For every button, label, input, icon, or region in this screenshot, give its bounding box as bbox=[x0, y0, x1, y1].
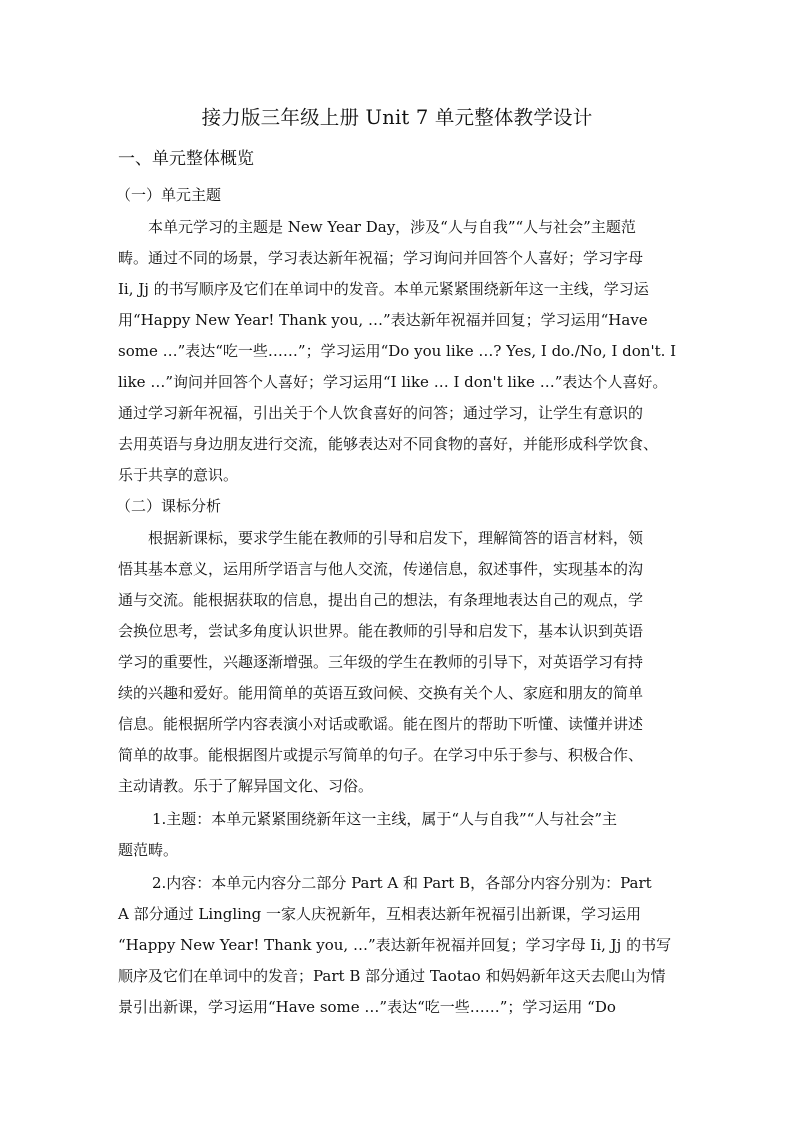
paragraph-line: A 部分通过 Lingling 一家人庆祝新年，互相表达新年祝福引出新课，学习运用 bbox=[118, 905, 642, 923]
paragraph-line: 顺序及它们在单词中的发音；Part B 部分通过 Taotao 和妈妈新年这天去爬山为情 bbox=[118, 967, 666, 985]
point-theme-paragraph bbox=[118, 804, 678, 866]
paragraph-line: 悟其基本意义，运用所学语言与他人交流，传递信息，叙述事件，实现基本的沟 bbox=[118, 560, 644, 578]
paragraph-line: 主动请教。乐于了解异国文化、习俗。 bbox=[118, 777, 374, 795]
paragraph-line: 学习的重要性，兴趣逐渐增强。三年级的学生在教师的引导下，对英语学习有持 bbox=[118, 653, 644, 671]
paragraph-line: 去用英语与身边朋友进行交流，能够表达对不同食物的喜好，并能形成科学饮食、 bbox=[118, 435, 659, 453]
paragraph-line: 题范畴。 bbox=[118, 841, 179, 859]
paragraph-line: like …”询问并回答个人喜好；学习运用“I like … I don't like …”表达个人喜好。 bbox=[118, 373, 668, 391]
paragraph-line: some …”表达“吃一些……”；学习运用“Do you like …? Yes, I do./No, I don't. I bbox=[118, 342, 677, 360]
curriculum-paragraph bbox=[118, 523, 678, 802]
theme-paragraph bbox=[118, 212, 678, 491]
paragraph-line: “Happy New Year! Thank you, …”表达新年祝福并回复；学习字母 Ii, Jj 的书写 bbox=[118, 936, 672, 954]
paragraph-line: 本单元学习的主题是 New Year Day，涉及“人与自我”“人与社会”主题范 bbox=[148, 218, 636, 236]
paragraph-line: 通过学习新年祝福，引出关于个人饮食喜好的问答；通过学习，让学生有意识的 bbox=[118, 404, 644, 422]
section-heading-overview: 一、单元整体概览 bbox=[118, 149, 254, 169]
paragraph-line: 景引出新课，学习运用“Have some …”表达“吃一些……”；学习运用 “Do bbox=[118, 998, 616, 1016]
subsection-heading-theme: （一）单元主题 bbox=[116, 186, 222, 204]
paragraph-line: 信息。能根据所学内容表演小对话或歌谣。能在图片的帮助下听懂、读懂并讲述 bbox=[118, 715, 644, 733]
paragraph-line: 续的兴趣和爱好。能用简单的英语互致问候、交换有关个人、家庭和朋友的简单 bbox=[118, 684, 644, 702]
paragraph-line: 通与交流。能根据获取的信息，提出自己的想法，有条理地表达自己的观点，学 bbox=[118, 591, 644, 609]
paragraph-line: 2.内容：本单元内容分二部分 Part A 和 Part B，各部分内容分别为：Part bbox=[152, 874, 652, 892]
paragraph-line: 会换位思考，尝试多角度认识世界。能在教师的引导和启发下，基本认识到英语 bbox=[118, 622, 644, 640]
paragraph-line: 根据新课标，要求学生能在教师的引导和启发下，理解简答的语言材料，领 bbox=[148, 529, 644, 547]
paragraph-line: 简单的故事。能根据图片或提示写简单的句子。在学习中乐于参与、积极合作、 bbox=[118, 746, 644, 764]
paragraph-line: Ii, Jj 的书写顺序及它们在单词中的发音。本单元紧紧围绕新年这一主线，学习运 bbox=[118, 280, 649, 298]
paragraph-line: 1.主题：本单元紧紧围绕新年这一主线，属于“人与自我”“人与社会”主 bbox=[152, 810, 617, 828]
paragraph-line: 用“Happy New Year! Thank you, …”表达新年祝福并回复；学习运用“Have bbox=[118, 311, 648, 329]
paragraph-line: 乐于共享的意识。 bbox=[118, 466, 239, 484]
paragraph-line: 畴。通过不同的场景，学习表达新年祝福；学习询问并回答个人喜好；学习字母 bbox=[118, 249, 644, 267]
point-content-paragraph bbox=[118, 868, 678, 1023]
subsection-heading-curriculum: （二）课标分析 bbox=[116, 497, 222, 515]
document-title: 接力版三年级上册 Unit 7 单元整体教学设计 bbox=[201, 106, 593, 129]
